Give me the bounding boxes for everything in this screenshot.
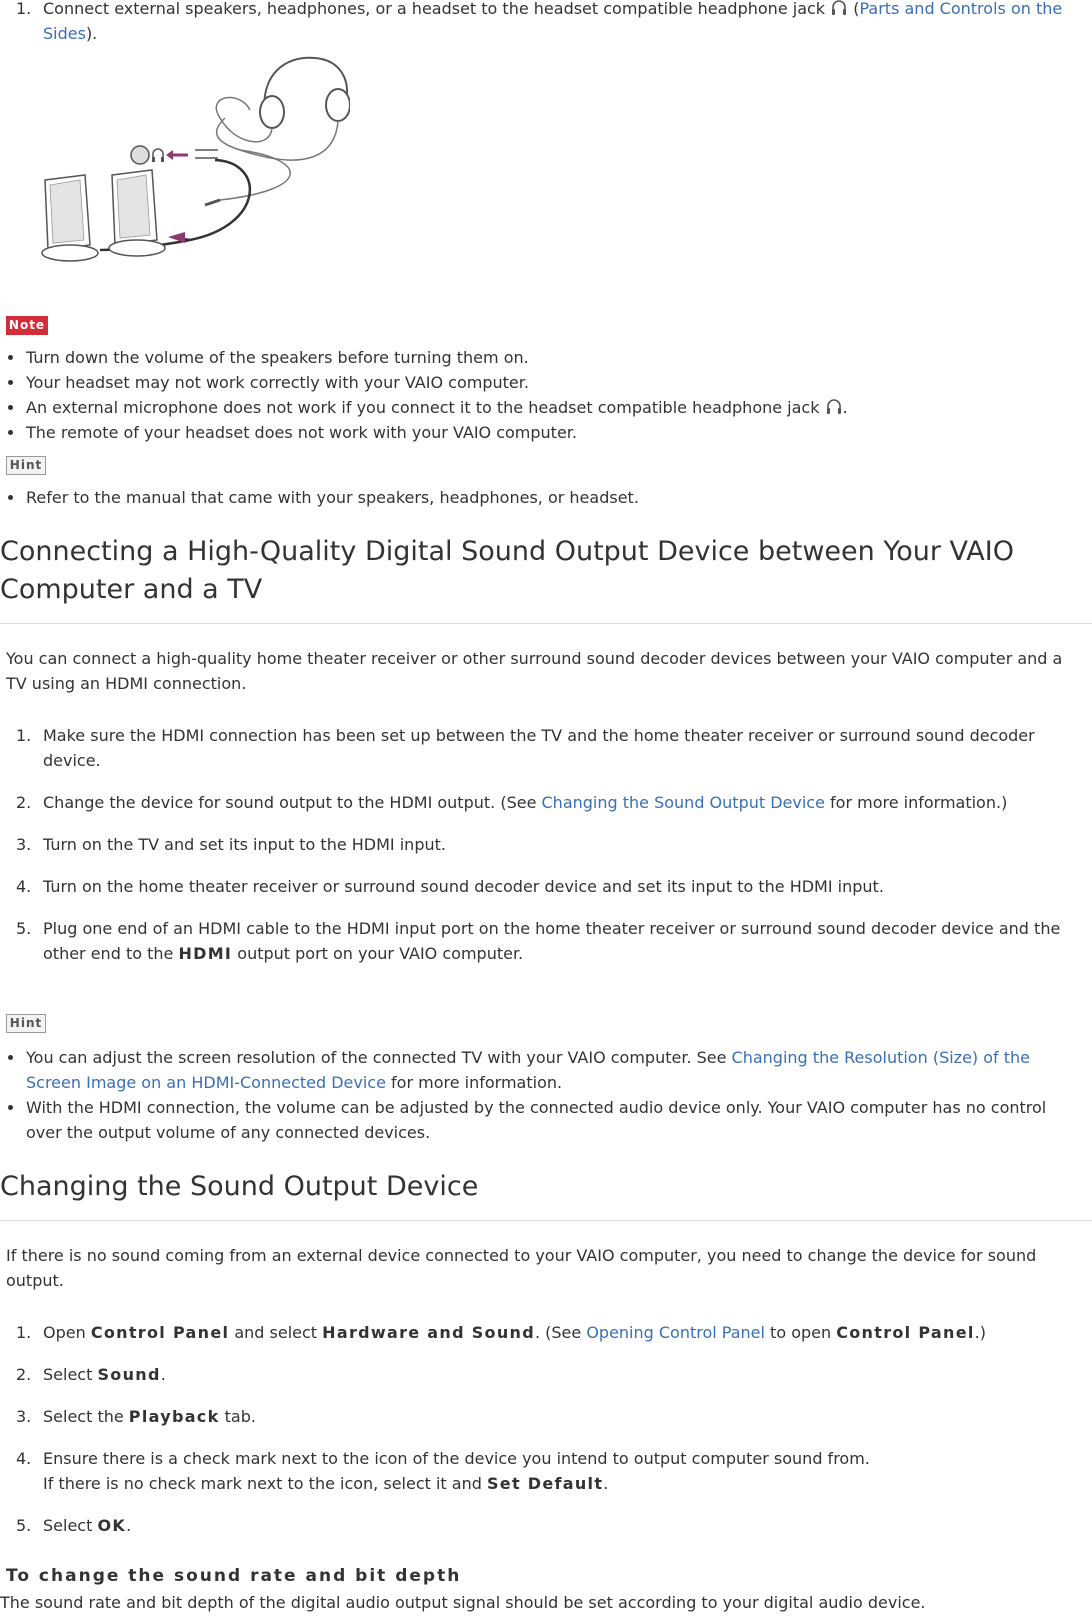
hdmi-port-label: HDMI (178, 944, 233, 963)
section-intro: You can connect a high-quality home theater receiver or other surround sound decoder devices between your VAIO computer and a TV using an HDMI connection. (6, 649, 1063, 693)
step-text: Select Sound. (43, 1365, 166, 1384)
note-badge: Note (6, 316, 48, 335)
headphone-icon (825, 397, 843, 417)
ui-label: OK (97, 1516, 127, 1535)
step-text: Select the Playback tab. (43, 1407, 256, 1426)
changing-output-device-link[interactable]: Changing the Sound Output Device (541, 793, 825, 812)
step-number: 2. (16, 1365, 32, 1384)
step-text: Turn on the TV and set its input to the HDMI input. (43, 835, 446, 854)
subheading-text: The sound rate and bit depth of the digital audio output signal should be set according to your digital audio device. (0, 1593, 926, 1612)
ui-label: Control Panel (836, 1323, 975, 1342)
step-number: 4. (16, 1449, 32, 1468)
opening-control-panel-link[interactable]: Opening Control Panel (586, 1323, 765, 1342)
step-text: Plug one end of an HDMI cable to the HDMI input port on the home theater receiver or surround sound decoder device and the other end to the HDMI output port on your VAIO computer. (43, 919, 1061, 963)
ui-label: Sound (97, 1365, 161, 1384)
step-text: Select OK. (43, 1516, 132, 1535)
note-item: An external microphone does not work if you connect it to the headset compatible headphone jack . (26, 398, 848, 417)
ui-label: Control Panel (90, 1323, 230, 1342)
step-number: 3. (16, 1407, 32, 1426)
subheading: To change the sound rate and bit depth (6, 1566, 462, 1586)
step-number: 5. (16, 919, 32, 938)
step-number: 5. (16, 1516, 32, 1535)
section-divider (0, 1220, 1092, 1221)
hint-item: With the HDMI connection, the volume can be adjusted by the connected audio device only. Your VAIO computer has no control over the output volume of any connected devices. (26, 1098, 1047, 1142)
section-intro: If there is no sound coming from an external device connected to your VAIO computer, you need to change the device for sound output. (6, 1246, 1037, 1290)
step-text: Connect external speakers, headphones, or a headset to the headset compatible headphone jack (Parts and Controls on the Sides). (43, 0, 1063, 43)
step-text: Ensure there is a check mark next to the icon of the device you intend to output computer sound from. If there is no check mark next to the icon, select it and Set Default. (43, 1449, 870, 1493)
step-text: Open Control Panel and select Hardware and Sound. (See Opening Control Panel to open Control Panel.) (43, 1323, 986, 1342)
note-item: Your headset may not work correctly with your VAIO computer. (26, 373, 529, 392)
step-number: 1. (16, 1323, 32, 1342)
change-resolution-link[interactable]: Changing the Resolution (Size) of the Screen Image on an HDMI-Connected Device (26, 1048, 1030, 1092)
ui-label: Playback (128, 1407, 220, 1426)
note-item: Turn down the volume of the speakers before turning them on. (26, 348, 529, 367)
hint-badge: Hint (6, 1014, 46, 1033)
step-number: 1. (16, 0, 32, 18)
hint-item: Refer to the manual that came with your speakers, headphones, or headset. (26, 488, 639, 507)
step-text: Make sure the HDMI connection has been set up between the TV and the home theater receiver or surround sound decoder device. (43, 726, 1035, 770)
section-title: Connecting a High-Quality Digital Sound Output Device between Your VAIO Computer and a TV (0, 536, 1014, 605)
ui-label: Hardware and Sound (322, 1323, 535, 1342)
ui-label: Set Default (486, 1474, 604, 1493)
speakers-headphones-illustration (40, 50, 350, 275)
step-text: Change the device for sound output to the HDMI output. (See Changing the Sound Output Device for more information.) (43, 793, 1008, 812)
step-number: 3. (16, 835, 32, 854)
parts-and-controls-link[interactable]: Parts and Controls on the Sides (43, 0, 1063, 43)
step-number: 1. (16, 726, 32, 745)
note-item: The remote of your headset does not work with your VAIO computer. (26, 423, 577, 442)
step-text: Turn on the home theater receiver or surround sound decoder device and set its input to the HDMI input. (43, 877, 884, 896)
step-number: 2. (16, 793, 32, 812)
headphone-icon (830, 0, 848, 18)
section-title: Changing the Sound Output Device (0, 1171, 479, 1202)
step-number: 4. (16, 877, 32, 896)
hint-badge: Hint (6, 456, 46, 475)
hint-item: You can adjust the screen resolution of the connected TV with your VAIO computer. See Changing the Resolution (Size) of the Screen Image on an HDMI-Connected Device for more information. (26, 1048, 1030, 1092)
section-divider (0, 623, 1092, 624)
